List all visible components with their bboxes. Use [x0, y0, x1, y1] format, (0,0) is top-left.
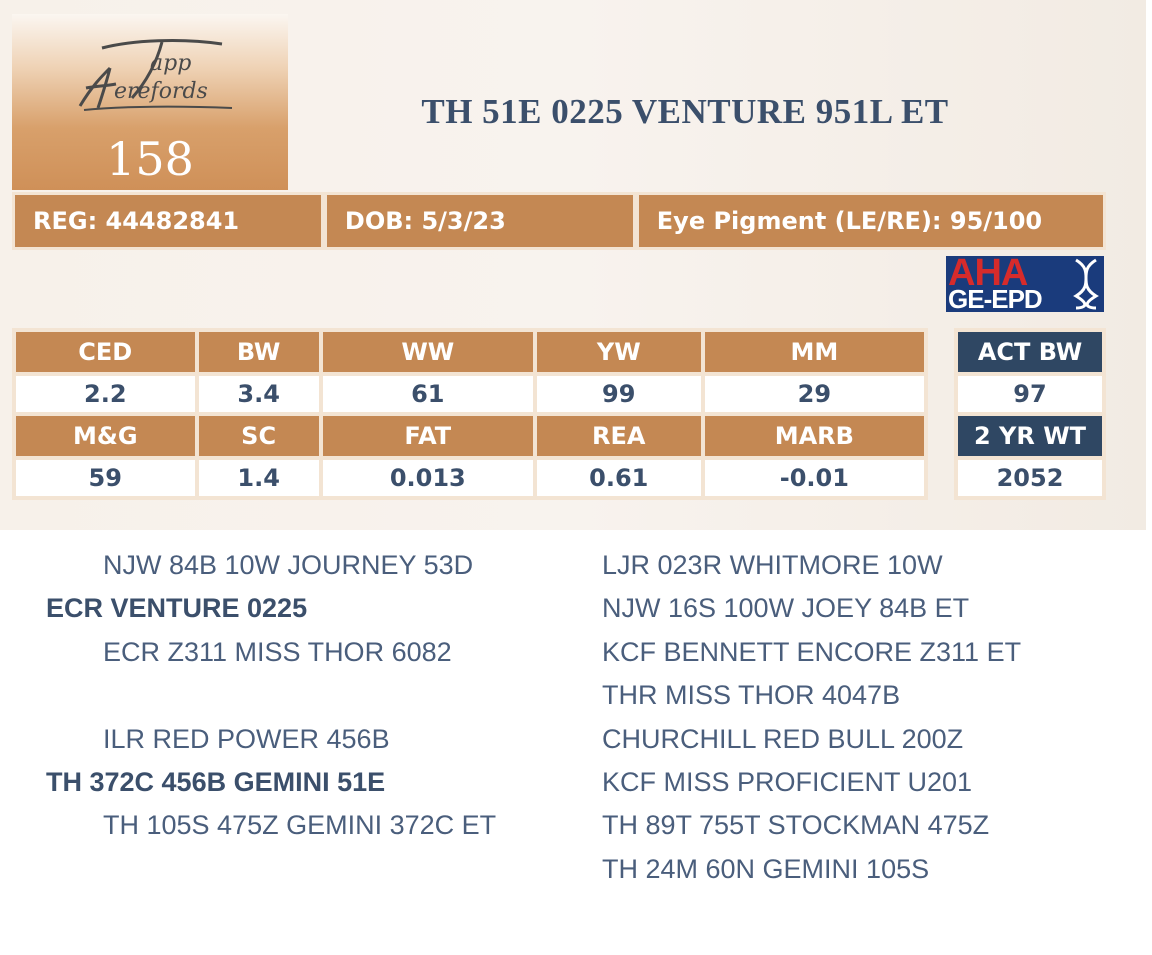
- header-fat: FAT: [323, 416, 533, 456]
- pedigree-great-grandparent: KCF MISS PROFICIENT U201: [602, 767, 973, 797]
- pedigree-great-grandparent: TH 24M 60N GEMINI 105S: [602, 854, 930, 884]
- header-ced: CED: [16, 332, 195, 372]
- value-mm: 29: [705, 376, 924, 412]
- aha-logo-text: AHA: [948, 256, 1028, 294]
- pedigree-great-grandparent: NJW 16S 100W JOEY 84B ET: [602, 593, 970, 623]
- epd-header-row: [16, 332, 924, 372]
- pedigree-great-grandparent: CHURCHILL RED BULL 200Z: [602, 724, 964, 754]
- svg-text:app: app: [150, 51, 192, 76]
- epd-header-row: [16, 416, 924, 456]
- date-of-birth: DOB: 5/3/23: [327, 195, 633, 247]
- header-marb: MARB: [705, 416, 924, 456]
- epd-value-row: [16, 460, 924, 496]
- aha-ge-epd-logo: [946, 256, 1104, 312]
- breeder-logo-block: [12, 14, 288, 190]
- value-sc: 1.4: [199, 460, 319, 496]
- eye-pigment: Eye Pigment (LE/RE): 95/100: [639, 195, 1103, 247]
- value-mg: 59: [16, 460, 195, 496]
- value-fat: 0.013: [323, 460, 533, 496]
- value-ww: 61: [323, 376, 533, 412]
- header-mg: M&G: [16, 416, 195, 456]
- epd-value-row: [16, 376, 924, 412]
- value-2yr-wt: 2052: [958, 460, 1102, 496]
- pedigree-sire: ECR VENTURE 0225: [46, 593, 308, 623]
- info-bar: [12, 192, 1106, 250]
- value-bw: 3.4: [199, 376, 319, 412]
- header-2yr-wt: 2 YR WT: [958, 416, 1102, 456]
- value-yw: 99: [537, 376, 701, 412]
- tapp-herefords-logo: [62, 36, 242, 122]
- pedigree-sire-sire: NJW 84B 10W JOURNEY 53D: [103, 550, 474, 580]
- pedigree-sire-dam: ECR Z311 MISS THOR 6082: [103, 637, 452, 667]
- value-act-bw: 97: [958, 376, 1102, 412]
- header-rea: REA: [537, 416, 701, 456]
- header-sc: SC: [199, 416, 319, 456]
- actual-measures-table: [954, 328, 1106, 500]
- header-act-bw: ACT BW: [958, 332, 1102, 372]
- header-mm: MM: [705, 332, 924, 372]
- lot-number: 158: [106, 132, 194, 186]
- pedigree-dam-dam: TH 105S 475Z GEMINI 372C ET: [103, 810, 497, 840]
- header-bw: BW: [199, 332, 319, 372]
- pedigree-great-grandparent: TH 89T 755T STOCKMAN 475Z: [602, 810, 990, 840]
- pedigree-dam: TH 372C 456B GEMINI 51E: [46, 767, 386, 797]
- value-rea: 0.61: [537, 460, 701, 496]
- epd-table: [12, 328, 928, 500]
- pedigree-great-grandparent: LJR 023R WHITMORE 10W: [602, 550, 943, 580]
- value-ced: 2.2: [16, 376, 195, 412]
- svg-text:erefords: erefords: [114, 79, 208, 104]
- pedigree-dam-sire: ILR RED POWER 456B: [103, 724, 390, 754]
- value-marb: -0.01: [705, 460, 924, 496]
- animal-name-title: TH 51E 0225 VENTURE 951L ET: [421, 92, 949, 131]
- pedigree-great-grandparent: THR MISS THOR 4047B: [602, 680, 901, 710]
- registration-number: REG: 44482841: [15, 195, 321, 247]
- header-yw: YW: [537, 332, 701, 372]
- pedigree-great-grandparent: KCF BENNETT ENCORE Z311 ET: [602, 637, 1022, 667]
- dna-helix-icon: [1072, 258, 1100, 310]
- ge-epd-logo-text: GE-EPD: [948, 284, 1042, 312]
- header-ww: WW: [323, 332, 533, 372]
